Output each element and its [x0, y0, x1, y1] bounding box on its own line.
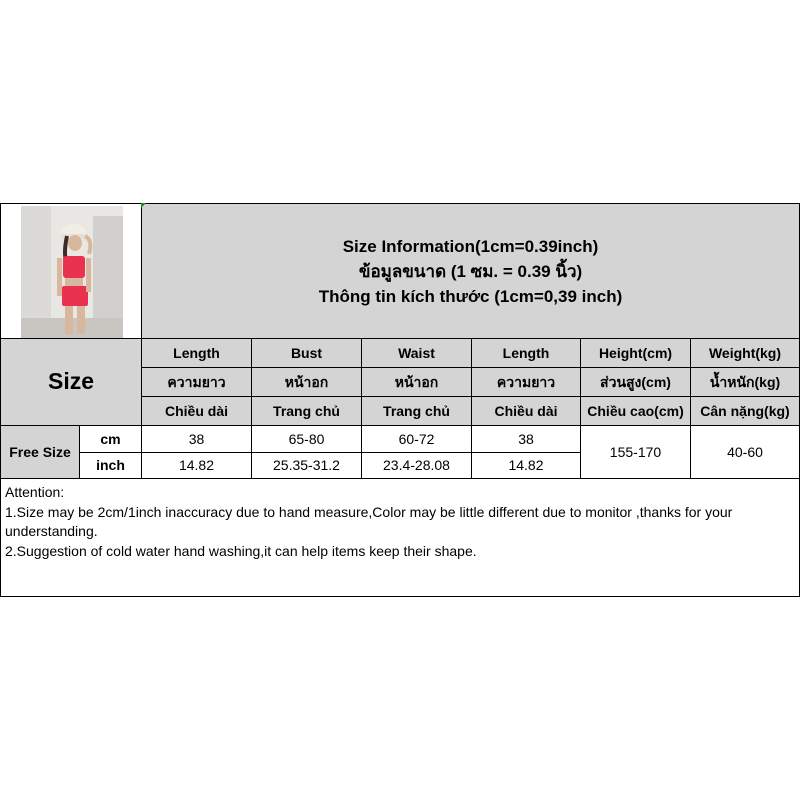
- col-header-height-th: ส่วนสูง(cm): [580, 367, 691, 397]
- value-length-cm: 38: [141, 425, 252, 453]
- col-header-waist-th: หน้าอก: [361, 367, 472, 397]
- col-header-waist-vi: Trang chủ: [361, 396, 472, 426]
- col-header-height-vi: Chiều cao(cm): [580, 396, 691, 426]
- value-bust-inch: 25.35-31.2: [251, 452, 362, 479]
- title-english: Size Information(1cm=0.39inch): [342, 236, 599, 256]
- col-header-bust-th: หน้าอก: [251, 367, 362, 397]
- value-length2-inch: 14.82: [471, 452, 581, 479]
- col-header-length-vi: Chiều dài: [141, 396, 252, 426]
- value-bust-cm: 65-80: [251, 425, 362, 453]
- size-header: Size: [0, 338, 142, 426]
- attention-notes: [0, 478, 800, 597]
- value-height: 155-170: [580, 425, 691, 479]
- col-header-waist-en: Waist: [361, 338, 472, 368]
- col-header-length-en: Length: [141, 338, 252, 368]
- title-block: [141, 203, 800, 339]
- col-header-length2-vi: Chiều dài: [471, 396, 581, 426]
- product-photo-cell: [0, 203, 142, 339]
- value-waist-inch: 23.4-28.08: [361, 452, 472, 479]
- attention-note-2: 2.Suggestion of cold water hand washing,it can help items keep their shape.: [5, 542, 477, 559]
- size-chart: [0, 203, 800, 597]
- unit-inch: inch: [79, 452, 142, 479]
- title-thai: ข้อมูลขนาด (1 ซม. = 0.39 นิ้ว): [358, 261, 583, 281]
- product-photo: [21, 206, 123, 338]
- col-header-weight-vi: Cân nặng(kg): [690, 396, 800, 426]
- unit-cm: cm: [79, 425, 142, 453]
- value-length2-cm: 38: [471, 425, 581, 453]
- col-header-bust-en: Bust: [251, 338, 362, 368]
- value-weight: 40-60: [690, 425, 800, 479]
- col-header-bust-vi: Trang chủ: [251, 396, 362, 426]
- value-waist-cm: 60-72: [361, 425, 472, 453]
- col-header-length-th: ความยาว: [141, 367, 252, 397]
- col-header-length2-th: ความยาว: [471, 367, 581, 397]
- col-header-height-en: Height(cm): [580, 338, 691, 368]
- row-label-free-size: Free Size: [0, 425, 80, 479]
- col-header-weight-th: น้ำหนัก(kg): [690, 367, 800, 397]
- cell-marker-icon: [141, 203, 146, 208]
- attention-heading: Attention:: [5, 484, 65, 500]
- col-header-length2-en: Length: [471, 338, 581, 368]
- title-vietnamese: Thông tin kích thước (1cm=0,39 inch): [318, 286, 623, 306]
- value-length-inch: 14.82: [141, 452, 252, 479]
- attention-note-1: 1.Size may be 2cm/1inch inaccuracy due to hand measure,Color may be little different due to monitor ,thanks for your understanding.: [5, 503, 733, 539]
- col-header-weight-en: Weight(kg): [690, 338, 800, 368]
